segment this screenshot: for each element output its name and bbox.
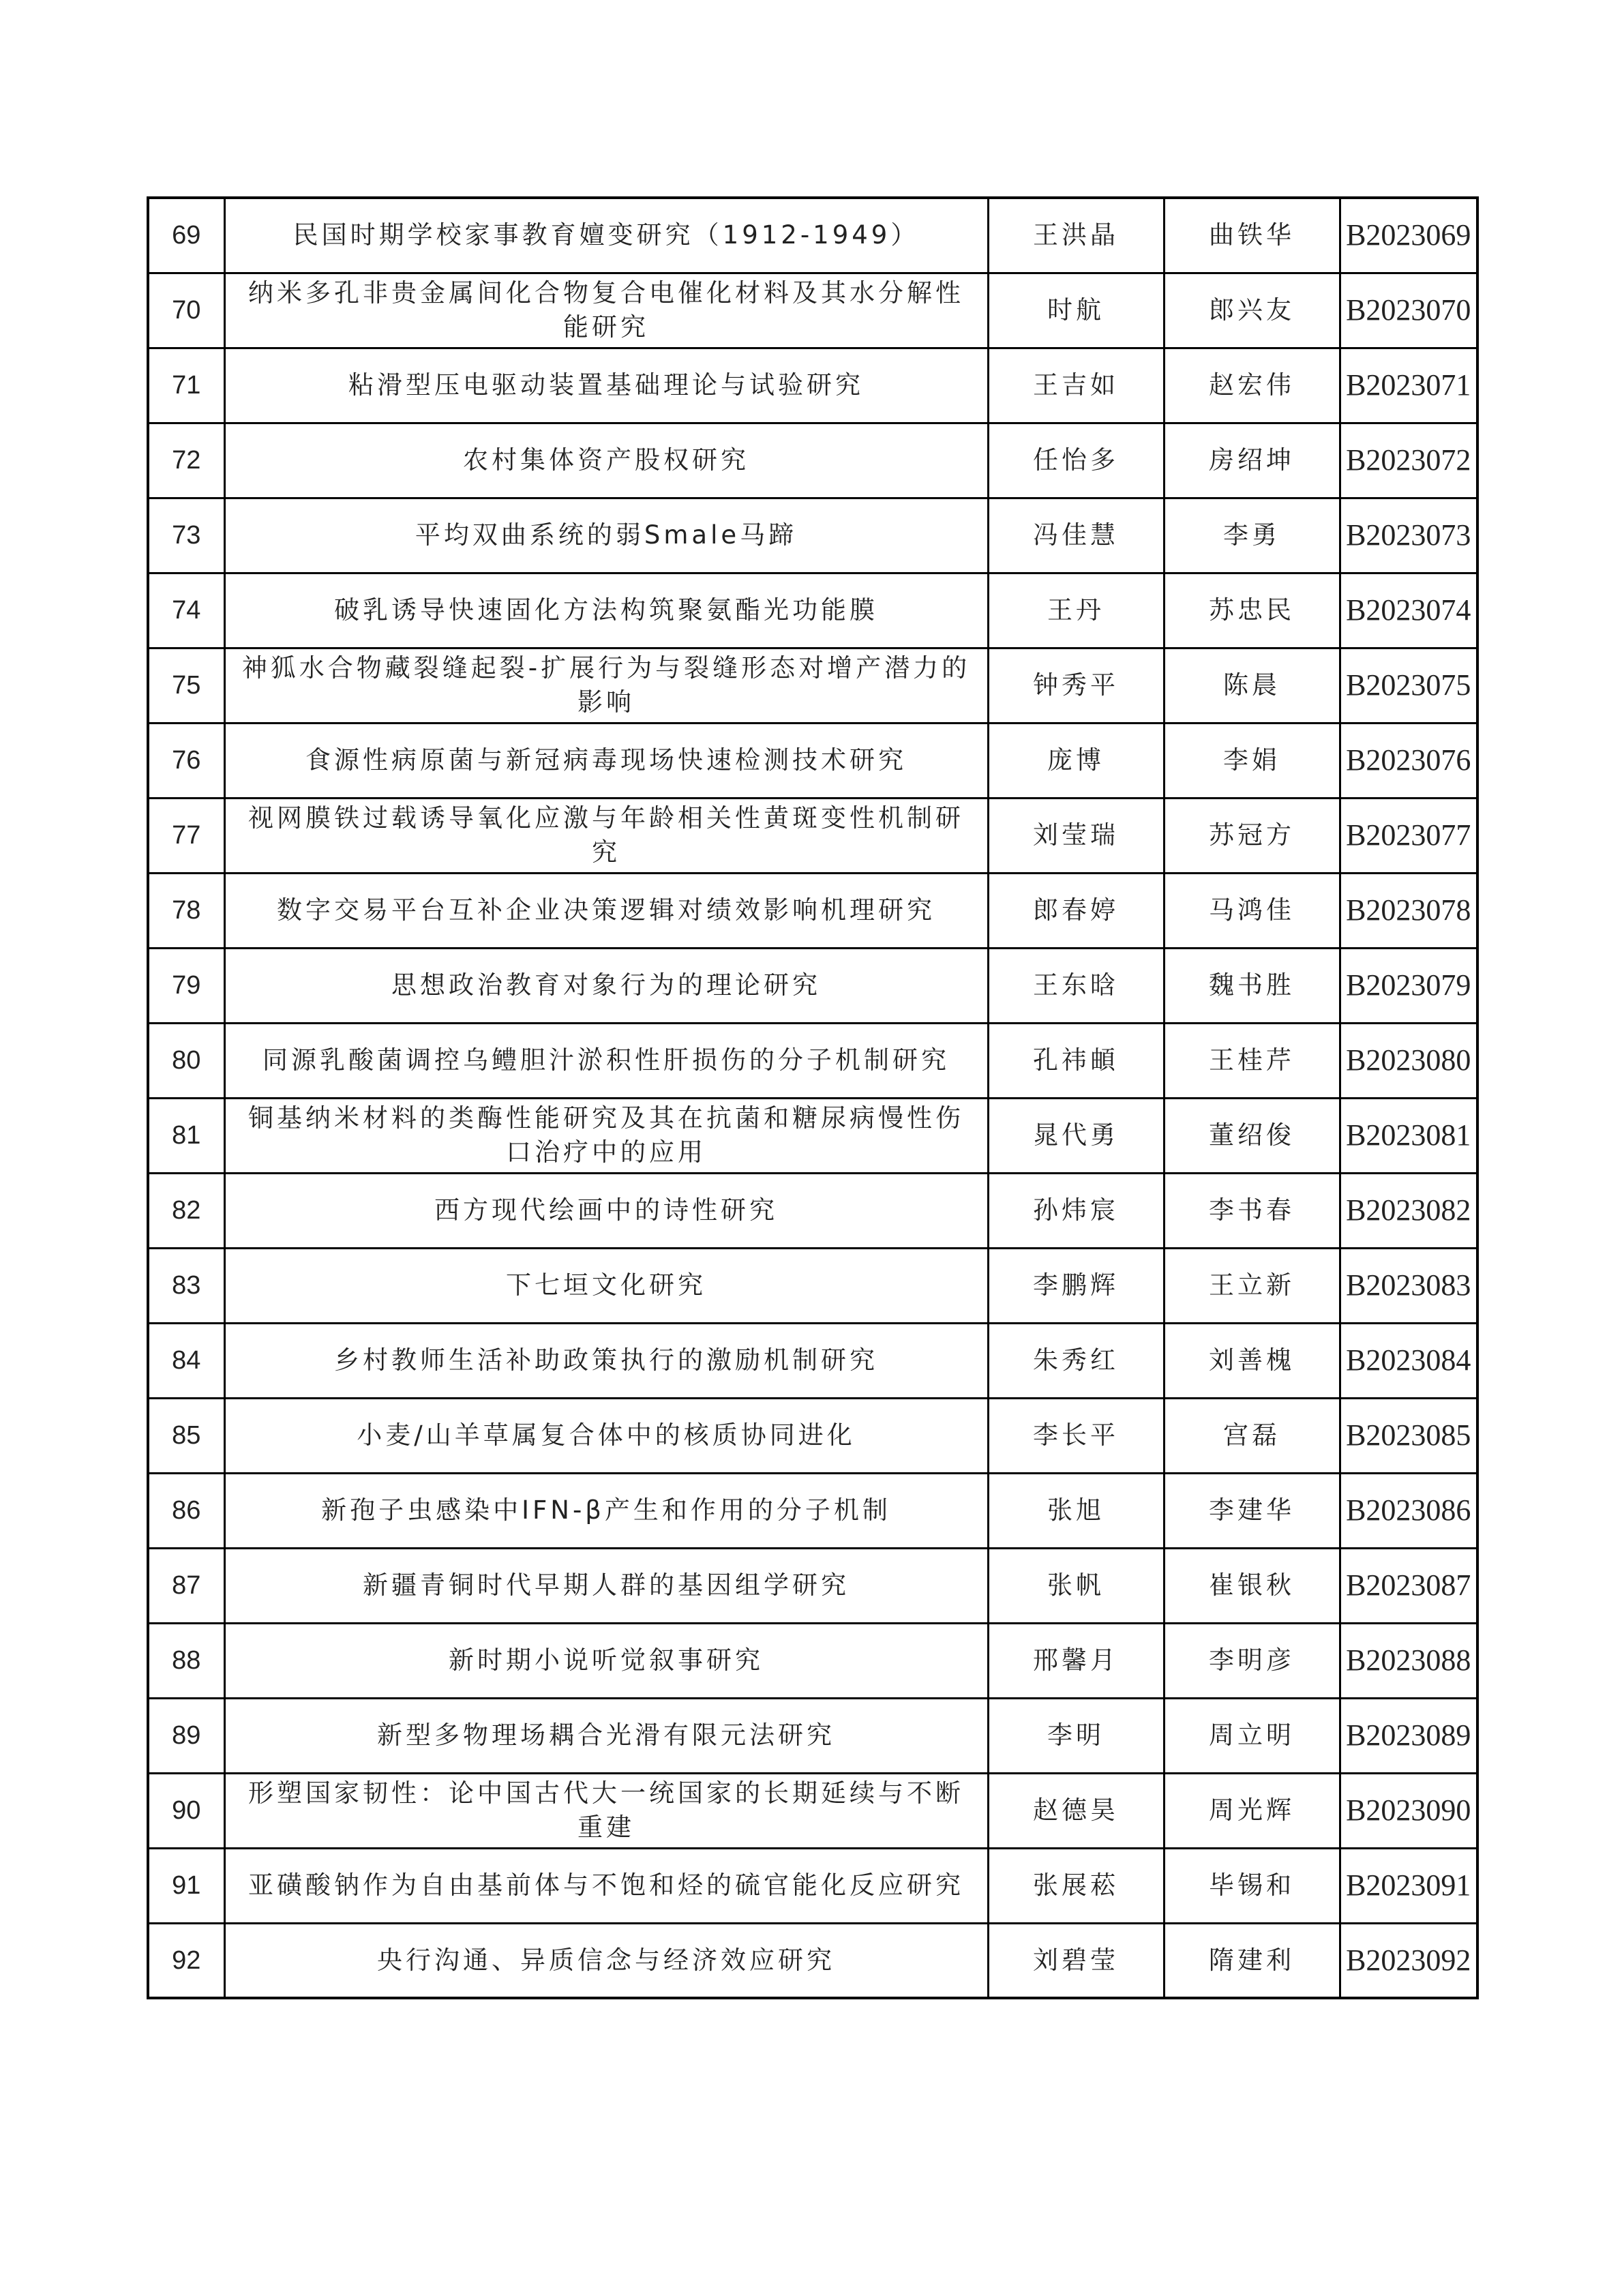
table-row bbox=[148, 198, 1477, 273]
table-row bbox=[148, 1248, 1477, 1323]
applicant-name: 晁代勇 bbox=[988, 1098, 1164, 1173]
table-body bbox=[148, 198, 1477, 1998]
supervisor-name: 房绍坤 bbox=[1164, 423, 1340, 498]
row-number: 87 bbox=[148, 1548, 224, 1623]
project-title: 下七垣文化研究 bbox=[224, 1248, 988, 1323]
table-row bbox=[148, 1473, 1477, 1548]
project-code: B2023087 bbox=[1340, 1548, 1477, 1623]
row-number: 92 bbox=[148, 1923, 224, 1998]
project-title: 粘滑型压电驱动装置基础理论与试验研究 bbox=[224, 348, 988, 423]
project-code: B2023072 bbox=[1340, 423, 1477, 498]
applicant-name: 赵德昊 bbox=[988, 1773, 1164, 1848]
project-title: 食源性病原菌与新冠病毒现场快速检测技术研究 bbox=[224, 723, 988, 798]
project-title: 神狐水合物藏裂缝起裂-扩展行为与裂缝形态对增产潜力的影响 bbox=[224, 648, 988, 723]
table-row bbox=[148, 948, 1477, 1023]
applicant-name: 冯佳慧 bbox=[988, 498, 1164, 573]
supervisor-name: 李勇 bbox=[1164, 498, 1340, 573]
table-row bbox=[148, 1098, 1477, 1173]
table-row bbox=[148, 273, 1477, 348]
project-code: B2023077 bbox=[1340, 798, 1477, 873]
supervisor-name: 李书春 bbox=[1164, 1173, 1340, 1248]
applicant-name: 任怡多 bbox=[988, 423, 1164, 498]
row-number: 83 bbox=[148, 1248, 224, 1323]
applicant-name: 刘碧莹 bbox=[988, 1923, 1164, 1998]
supervisor-name: 王桂芹 bbox=[1164, 1023, 1340, 1098]
project-title: 新型多物理场耦合光滑有限元法研究 bbox=[224, 1698, 988, 1773]
table-row bbox=[148, 1398, 1477, 1473]
applicant-name: 孙炜宸 bbox=[988, 1173, 1164, 1248]
row-number: 72 bbox=[148, 423, 224, 498]
row-number: 90 bbox=[148, 1773, 224, 1848]
row-number: 86 bbox=[148, 1473, 224, 1548]
table-row bbox=[148, 573, 1477, 648]
table-row bbox=[148, 1923, 1477, 1998]
applicant-name: 王东晗 bbox=[988, 948, 1164, 1023]
project-list-table bbox=[147, 196, 1479, 1999]
project-code: B2023090 bbox=[1340, 1773, 1477, 1848]
table-row bbox=[148, 1548, 1477, 1623]
supervisor-name: 王立新 bbox=[1164, 1248, 1340, 1323]
project-code: B2023071 bbox=[1340, 348, 1477, 423]
project-code: B2023088 bbox=[1340, 1623, 1477, 1698]
table-row bbox=[148, 1698, 1477, 1773]
supervisor-name: 赵宏伟 bbox=[1164, 348, 1340, 423]
project-title: 视网膜铁过载诱导氧化应激与年龄相关性黄斑变性机制研究 bbox=[224, 798, 988, 873]
table-row bbox=[148, 1623, 1477, 1698]
applicant-name: 郎春婷 bbox=[988, 873, 1164, 948]
table-row bbox=[148, 723, 1477, 798]
supervisor-name: 郎兴友 bbox=[1164, 273, 1340, 348]
applicant-name: 王吉如 bbox=[988, 348, 1164, 423]
project-code: B2023074 bbox=[1340, 573, 1477, 648]
table-row bbox=[148, 498, 1477, 573]
project-code: B2023080 bbox=[1340, 1023, 1477, 1098]
row-number: 89 bbox=[148, 1698, 224, 1773]
applicant-name: 李鹏辉 bbox=[988, 1248, 1164, 1323]
supervisor-name: 崔银秋 bbox=[1164, 1548, 1340, 1623]
project-title: 铜基纳米材料的类酶性能研究及其在抗菌和糖尿病慢性伤口治疗中的应用 bbox=[224, 1098, 988, 1173]
supervisor-name: 陈晨 bbox=[1164, 648, 1340, 723]
project-title: 央行沟通、异质信念与经济效应研究 bbox=[224, 1923, 988, 1998]
supervisor-name: 隋建利 bbox=[1164, 1923, 1340, 1998]
supervisor-name: 董绍俊 bbox=[1164, 1098, 1340, 1173]
row-number: 80 bbox=[148, 1023, 224, 1098]
table-row bbox=[148, 1323, 1477, 1398]
supervisor-name: 李建华 bbox=[1164, 1473, 1340, 1548]
project-code: B2023079 bbox=[1340, 948, 1477, 1023]
project-code: B2023091 bbox=[1340, 1848, 1477, 1923]
project-code: B2023083 bbox=[1340, 1248, 1477, 1323]
project-title: 乡村教师生活补助政策执行的激励机制研究 bbox=[224, 1323, 988, 1398]
supervisor-name: 宫磊 bbox=[1164, 1398, 1340, 1473]
table-row bbox=[148, 1848, 1477, 1923]
table-row bbox=[148, 798, 1477, 873]
row-number: 73 bbox=[148, 498, 224, 573]
row-number: 81 bbox=[148, 1098, 224, 1173]
project-code: B2023078 bbox=[1340, 873, 1477, 948]
applicant-name: 李明 bbox=[988, 1698, 1164, 1773]
table-row bbox=[148, 648, 1477, 723]
row-number: 78 bbox=[148, 873, 224, 948]
supervisor-name: 曲铁华 bbox=[1164, 198, 1340, 273]
row-number: 91 bbox=[148, 1848, 224, 1923]
supervisor-name: 苏冠方 bbox=[1164, 798, 1340, 873]
table-row bbox=[148, 348, 1477, 423]
project-code: B2023075 bbox=[1340, 648, 1477, 723]
applicant-name: 朱秀红 bbox=[988, 1323, 1164, 1398]
project-code: B2023084 bbox=[1340, 1323, 1477, 1398]
project-title: 数字交易平台互补企业决策逻辑对绩效影响机理研究 bbox=[224, 873, 988, 948]
project-code: B2023073 bbox=[1340, 498, 1477, 573]
applicant-name: 张帆 bbox=[988, 1548, 1164, 1623]
project-code: B2023089 bbox=[1340, 1698, 1477, 1773]
applicant-name: 时航 bbox=[988, 273, 1164, 348]
project-title: 小麦/山羊草属复合体中的核质协同进化 bbox=[224, 1398, 988, 1473]
project-title: 同源乳酸菌调控乌鳢胆汁淤积性肝损伤的分子机制研究 bbox=[224, 1023, 988, 1098]
supervisor-name: 魏书胜 bbox=[1164, 948, 1340, 1023]
row-number: 76 bbox=[148, 723, 224, 798]
project-code: B2023082 bbox=[1340, 1173, 1477, 1248]
project-code: B2023085 bbox=[1340, 1398, 1477, 1473]
project-title: 思想政治教育对象行为的理论研究 bbox=[224, 948, 988, 1023]
row-number: 71 bbox=[148, 348, 224, 423]
applicant-name: 孔祎頔 bbox=[988, 1023, 1164, 1098]
row-number: 85 bbox=[148, 1398, 224, 1473]
project-title: 新疆青铜时代早期人群的基因组学研究 bbox=[224, 1548, 988, 1623]
table-row bbox=[148, 1173, 1477, 1248]
supervisor-name: 李明彦 bbox=[1164, 1623, 1340, 1698]
project-title: 农村集体资产股权研究 bbox=[224, 423, 988, 498]
supervisor-name: 毕锡和 bbox=[1164, 1848, 1340, 1923]
project-title: 破乳诱导快速固化方法构筑聚氨酯光功能膜 bbox=[224, 573, 988, 648]
supervisor-name: 周立明 bbox=[1164, 1698, 1340, 1773]
table-row bbox=[148, 423, 1477, 498]
row-number: 74 bbox=[148, 573, 224, 648]
project-title: 平均双曲系统的弱Smale马蹄 bbox=[224, 498, 988, 573]
row-number: 88 bbox=[148, 1623, 224, 1698]
project-code: B2023086 bbox=[1340, 1473, 1477, 1548]
supervisor-name: 马鸿佳 bbox=[1164, 873, 1340, 948]
applicant-name: 张旭 bbox=[988, 1473, 1164, 1548]
applicant-name: 邢馨月 bbox=[988, 1623, 1164, 1698]
applicant-name: 张展菘 bbox=[988, 1848, 1164, 1923]
row-number: 77 bbox=[148, 798, 224, 873]
project-title: 西方现代绘画中的诗性研究 bbox=[224, 1173, 988, 1248]
applicant-name: 刘莹瑞 bbox=[988, 798, 1164, 873]
applicant-name: 钟秀平 bbox=[988, 648, 1164, 723]
row-number: 79 bbox=[148, 948, 224, 1023]
supervisor-name: 刘善槐 bbox=[1164, 1323, 1340, 1398]
row-number: 75 bbox=[148, 648, 224, 723]
row-number: 84 bbox=[148, 1323, 224, 1398]
applicant-name: 王丹 bbox=[988, 573, 1164, 648]
applicant-name: 王洪晶 bbox=[988, 198, 1164, 273]
project-title: 纳米多孔非贵金属间化合物复合电催化材料及其水分解性能研究 bbox=[224, 273, 988, 348]
row-number: 82 bbox=[148, 1173, 224, 1248]
project-code: B2023092 bbox=[1340, 1923, 1477, 1998]
project-title: 亚磺酸钠作为自由基前体与不饱和烃的硫官能化反应研究 bbox=[224, 1848, 988, 1923]
applicant-name: 庞博 bbox=[988, 723, 1164, 798]
table-row bbox=[148, 1773, 1477, 1848]
supervisor-name: 周光辉 bbox=[1164, 1773, 1340, 1848]
project-code: B2023070 bbox=[1340, 273, 1477, 348]
project-code: B2023081 bbox=[1340, 1098, 1477, 1173]
table-row bbox=[148, 1023, 1477, 1098]
project-title: 新时期小说听觉叙事研究 bbox=[224, 1623, 988, 1698]
project-code: B2023076 bbox=[1340, 723, 1477, 798]
row-number: 70 bbox=[148, 273, 224, 348]
project-code: B2023069 bbox=[1340, 198, 1477, 273]
table-row bbox=[148, 873, 1477, 948]
project-title: 形塑国家韧性：论中国古代大一统国家的长期延续与不断重建 bbox=[224, 1773, 988, 1848]
supervisor-name: 苏忠民 bbox=[1164, 573, 1340, 648]
project-title: 新孢子虫感染中IFN-β产生和作用的分子机制 bbox=[224, 1473, 988, 1548]
applicant-name: 李长平 bbox=[988, 1398, 1164, 1473]
supervisor-name: 李娟 bbox=[1164, 723, 1340, 798]
row-number: 69 bbox=[148, 198, 224, 273]
project-title: 民国时期学校家事教育嬗变研究（1912-1949） bbox=[224, 198, 988, 273]
